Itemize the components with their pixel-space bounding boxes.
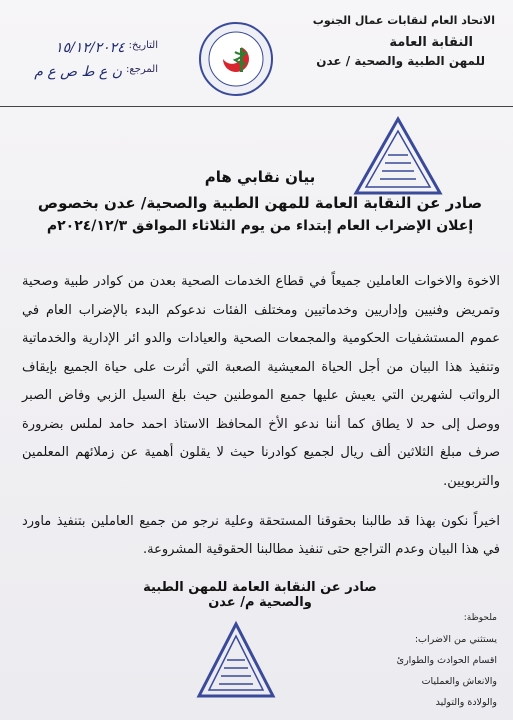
union-logo — [197, 20, 275, 98]
letterhead-right — [295, 14, 495, 68]
notes-line: اقسام الحوادث والطوارئ — [396, 655, 497, 666]
notes-section — [337, 608, 497, 713]
statement-title: بيان نقابي هام — [204, 168, 316, 186]
strike-announcement: إعلان الإضراب العام إبتداء من يوم الثلاثاء الموافق ٢٠٢٤/١٢/٣م — [46, 218, 474, 234]
statement-signoff: صادر عن النقابة العامة للمهن الطبية والصحية م/ عدن — [143, 580, 377, 610]
union-stamp-bottom — [195, 620, 277, 702]
date-value: ١٥/١٢/٢٠٢٤ — [55, 40, 125, 56]
notes-line: والانعاش والعمليات — [421, 676, 497, 687]
letterhead-left — [8, 40, 158, 88]
header-divider — [0, 106, 513, 107]
union-subtitle: للمهن الطبية والصحية / عدن — [316, 54, 485, 68]
federation-name: الاتحاد العام لنقابات عمال الجنوب — [312, 14, 495, 27]
statement-issuer: صادر عن النقابة العامة للمهن الطبية والصحية/ عدن بخصوص — [37, 194, 483, 212]
notes-line: والولادة والتوليد — [435, 697, 497, 708]
statement-closing: اخيراً نكون بهذا قد طالبنا بحقوقنا المستحقة وعلية نرجو من جميع العاملين بتنفيذ ماورد في هذا البيان وعدم التراجع حتى تنفيذ مطالبنا الحقوقية المشروعة. — [22, 514, 500, 557]
union-name: النقابة العامة — [389, 35, 473, 50]
statement-body: الاخوة والاخوات العاملين جميعاً في قطاع الخدمات الصحية بعدن من كوادر طبية وصحية وتمريض وفنيين وإداريين وخدماتيين ومختلف الفئات ندعوكم البدء بالإضراب العام في عموم المستشفيات الحكومية والمجمعات الصحية والعيادات والدو ائر الإدارية والخدماتية وتنفيذ هذا البيان من أجل الحياة المعيشية الصعبة التي أثرت على حياة الجميع بإيقاف الرواتب لشهرين التي يعيش عليها جميع الموطنين حيث بلغ السيل الزبي وفاض الصبر ووصل إلى حد لا يطاق كما أننا ندعو الأخ المحافظ الاستاذ احمد حامد لملس بضرورة صرف مبلغ الثلاثين ألف ريال لجميع كوادرنا حيث لا يقلون أهمية عن زملائهم المعلمين والتربويين. — [22, 274, 500, 489]
ref-label: المرجع: — [126, 64, 158, 75]
ref-value: ن ع ط ص ع م — [34, 64, 122, 80]
notes-line: يستثني من الاضراب: — [414, 634, 497, 645]
statement-heading — [30, 168, 490, 234]
notes-heading: ملحوظة: — [463, 613, 497, 623]
date-label: التاريخ: — [128, 40, 158, 51]
